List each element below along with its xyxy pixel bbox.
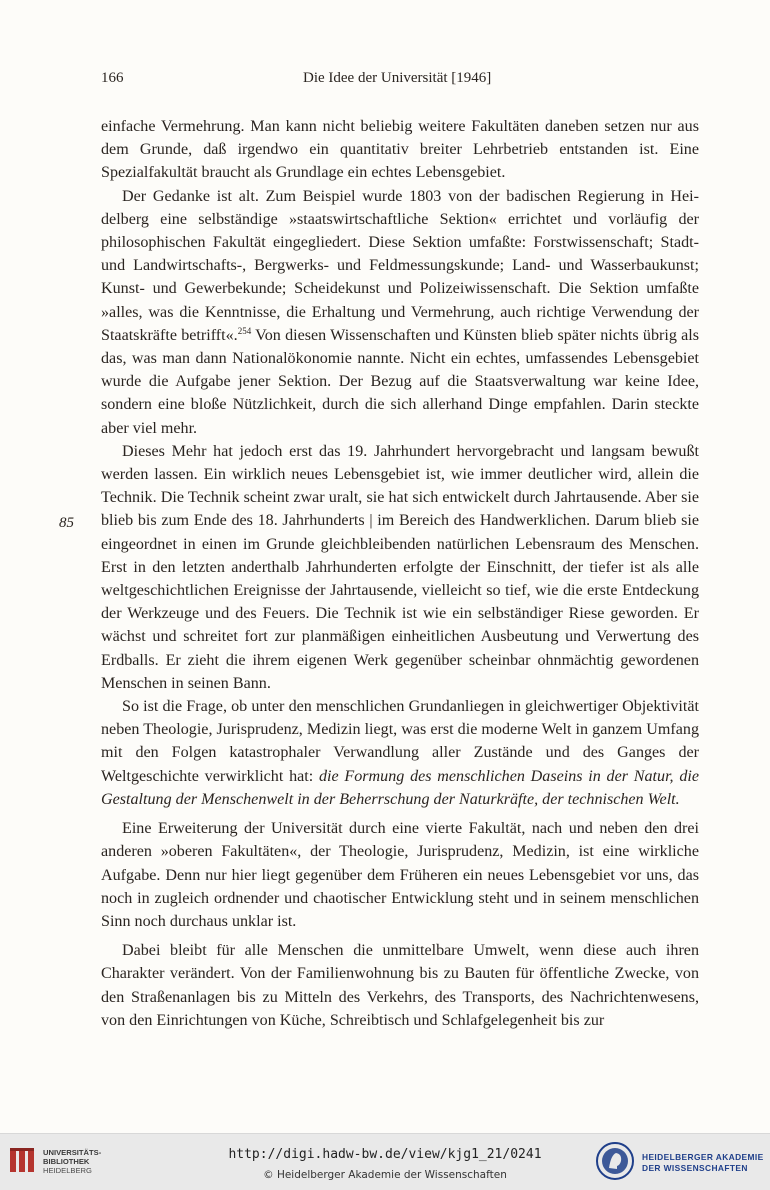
paragraph: [101, 185, 699, 440]
academy-name-line: HEIDELBERGER AKADEMIE: [642, 1152, 764, 1162]
paragraph: Eine Erweiterung der Universität durch eine vierte Fakultät, nach und neben den drei anderen »oberen Fakultäten«, der Theologie, Jurisprudenz, Medizin, ist eine wirkliche Aufgabe. Denn nur hier liegt gegenüber dem Früheren ein neues Lebensgebiet vor uns, das noch in zugleich ordnender und chaotischer Entwicklung steht und in seinem menschlichen Sinn noch durchaus unklar ist.: [101, 820, 699, 930]
margin-page-reference: 85: [59, 515, 74, 531]
running-head: [101, 70, 699, 92]
academy-name: [642, 1152, 764, 1173]
footnote-reference[interactable]: 254: [237, 325, 252, 336]
paragraph: [101, 695, 699, 811]
emphasized-text: die Formung des menschlichen Daseins in der Natur, die Gestaltung der Menschenwelt in der Beherrschung der Naturkräfte, der technischen Welt.: [101, 767, 699, 808]
library-name-line: BIBLIOTHEK: [43, 1157, 90, 1166]
library-name-line: UNIVERSITÄTS-: [43, 1148, 102, 1157]
paragraph-text: So ist die Frage, ob unter den menschlichen Grundanliegen in gleichwertiger Objektivität neben Theologie, Jurisprudenz, Medizin liegt, was erst die moderne Welt in ganzem Umfang mit den Folgen katastrophaler Verwandlung aller Zustände und des Ganges der Weltgeschichte verwirklicht hat:: [101, 698, 699, 785]
paragraph-text: Der Gedanke ist alt. Zum Beispiel wurde 1803 von der badischen Regierung in Heidelberg eine selbständige »staatswirtschaftliche Sektion« errichtet und vorläufig der philosophischen Fakultät eingegliedert. Diese Sektion umfaßte: Forstwissenschaft; Stadt- und Landwirtschafts-, Bergwerks- und Feldmessungskunde; Land- und Wasserbaukunst; Kunst- und Gewerbekunde; Scheidekunst und Polizeiwissenschaft. Die Sektion umfaßte »alles, was die Kenntnisse, die Erhaltung und Vermehrung, auch richtige Verwendung der Staatskräfte betrifft«.: [101, 187, 699, 344]
page-number: 166: [101, 70, 124, 86]
paragraph: Dieses Mehr hat jedoch erst das 19. Jahrhundert hervorgebracht und langsam bewußt werden lassen. Ein wirklich neues Lebensgebiet ist, wie immer deutlicher wird, allein die Technik. Die Technik scheint zwar uralt, sie hat sich entwickelt durch Jahrtausende. Aber sie blieb bis zum Ende des 18. Jahrhunderts | im Bereich des Handwerklichen. Darum blieb sie eingeordnet in einen im Grunde gleichbleibenden natürlichen Lebensraum des Menschen. Erst in den letzten anderthalb Jahrhunderten erfolgte der Einschnitt, der tiefer ist als alle weltgeschichtlichen Ereignisse der Jahrtausende, vielleicht so tief, wie die erste Entdeckung der Werkzeuge und des Feuers. Die Technik ist wie ein selbständiger Riese geworden. Er wächst und schreitet fort zur planmäßigen einheitlichen Ausbeutung und Verwertung des Erdballs. Er zieht die ihrem eigenen Werk gegenüber scheinbar ohnmächtig gewordenen Menschen in seinen Bann.: [101, 442, 699, 692]
permalink[interactable]: http://digi.hadw-bw.de/view/kjg1_21/0241: [228, 1147, 542, 1162]
academy-seal-icon: [595, 1141, 635, 1181]
library-name-line: HEIDELBERG: [43, 1166, 92, 1175]
running-title: Die Idee der Universität [1946]: [303, 70, 492, 86]
academy-name-line: DER WISSENSCHAFTEN: [642, 1162, 748, 1173]
viewer-footer: [0, 1133, 770, 1190]
copyright-notice: © Heidelberger Akademie der Wissenschaften: [263, 1169, 507, 1181]
body-text: [101, 115, 699, 1032]
academy-logo[interactable]: [595, 1141, 765, 1183]
paragraph: einfache Vermehrung. Man kann nicht beliebig weitere Fakultäten daneben setzen nur aus dem Grunde, daß irgendwo ein quantitativ breiter Lehrbetrieb entstanden ist. Eine Spezialfakultät braucht als Grundlage ein echtes Lebensgebiet.: [101, 118, 699, 182]
paragraph-text: Von diesen Wissenschaften und Künsten blieb später nichts übrig als das, was man dann Nationalökonomie nannte. Nicht ein echtes, umfassendes Lebensgebiet wurde die Aufgabe jener Sektion. Der Bezug auf die Staatsverwaltung war keine Idee, sondern eine bloße Nützlichkeit, durch die sich allerhand Dinge empfahlen. Darin steckte aber viel mehr.: [101, 326, 700, 437]
paragraph: Dabei bleibt für alle Menschen die unmittelbare Umwelt, wenn diese auch ihren Charakter verändert. Von der Familienwohnung bis zu Bauten für öffentliche Zwecke, von den Straßenanlagen bis zu Mitteln des Verkehrs, des Transports, des Nachrichtenwesens, von den Einrichtungen von Küche, Schreibtisch und Schlafgelegenheit bis zur: [101, 942, 699, 1029]
